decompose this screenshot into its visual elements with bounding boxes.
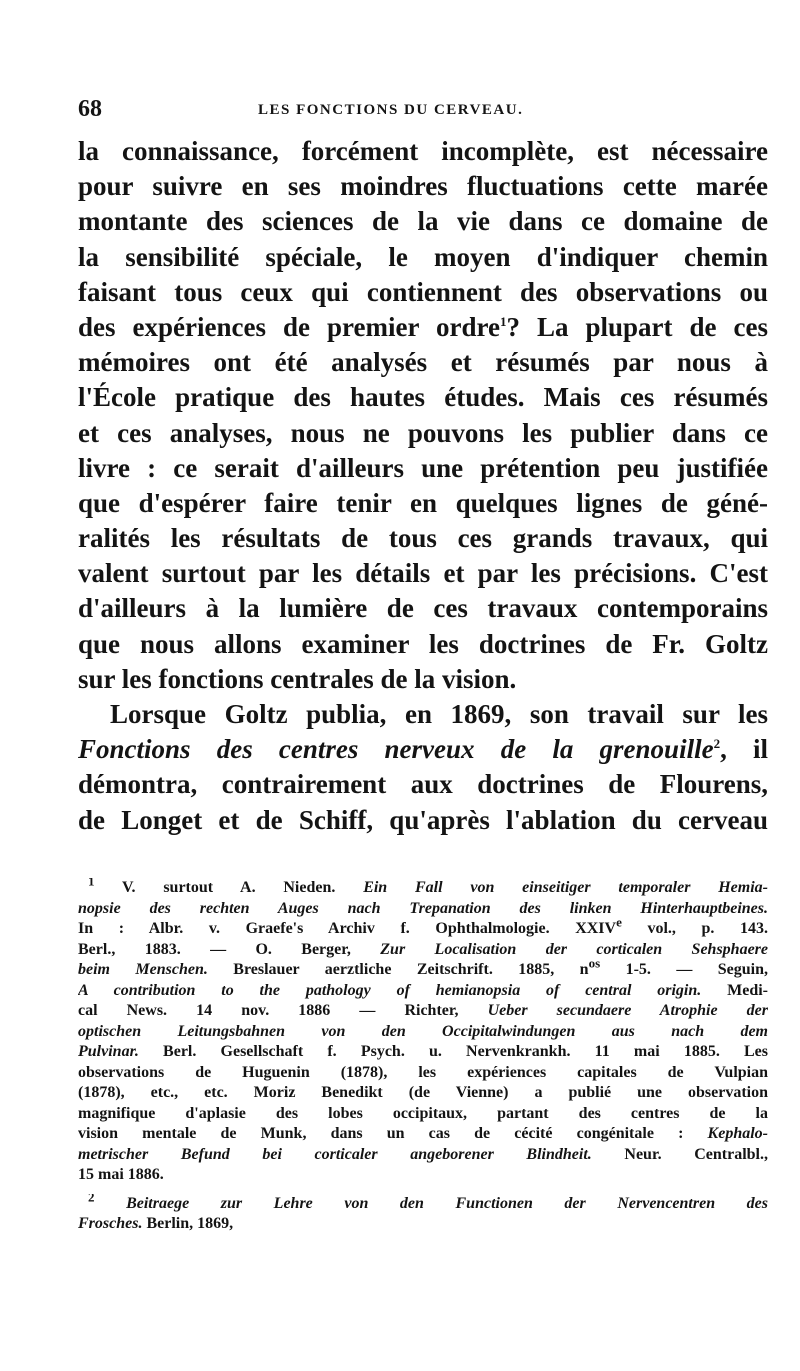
footnote-line bbox=[78, 1214, 768, 1235]
text-line bbox=[78, 310, 768, 345]
footnote-line: nopsie des rechten Auges nach Trepanation des linken Hinterhauptbeines. bbox=[78, 899, 768, 917]
text-segment: 1-5. — Seguin, bbox=[600, 961, 768, 978]
footnote-marker-2: 2 bbox=[88, 1193, 95, 1205]
footnote-line bbox=[78, 878, 768, 899]
footnote-line bbox=[78, 919, 768, 940]
page-number: 68 bbox=[78, 96, 102, 122]
italic-title: Pulvinar. bbox=[78, 1043, 139, 1060]
text-line: ralités les résultats de tous ces grands travaux, qui bbox=[78, 523, 768, 554]
text-segment: Berl. Gesellschaft f. Psych. u. Nervenkrankh. 11 mai 1885. Les bbox=[138, 1043, 768, 1060]
footnote-ref-2: 2 bbox=[713, 736, 721, 752]
text-segment: des expériences de premier ordre bbox=[78, 311, 500, 342]
text-segment: Neur. Centralbl., bbox=[591, 1145, 768, 1163]
text-line: pour suivre en ses moindres fluctuations cette marée bbox=[78, 171, 768, 202]
footnote-line bbox=[78, 1124, 768, 1145]
text-segment: Berlin, 1869, bbox=[142, 1215, 234, 1232]
footnote-marker-1: 1 bbox=[88, 878, 95, 889]
footnote-line: 15 mai 1886. bbox=[78, 1166, 164, 1183]
footnote-line bbox=[78, 1194, 768, 1215]
italic-title: metrischer Befund bei corticaler angeborener Blindheit. bbox=[78, 1145, 592, 1163]
italic-title: Beitraege zur Lehre von den Functionen der Nervencentren des bbox=[126, 1194, 768, 1212]
main-text bbox=[78, 134, 768, 838]
footnote-line bbox=[78, 1001, 768, 1022]
text-segment: , il bbox=[720, 734, 768, 765]
italic-title: Zur Localisation der corticalen Sehsphaere bbox=[380, 940, 768, 958]
text-line: que d'espérer faire tenir en quelques lignes de géné- bbox=[78, 487, 768, 518]
footnote-line: magnifique d'aplasie des lobes occipitaux, partant des centres de la bbox=[78, 1104, 768, 1122]
text-segment bbox=[95, 1195, 127, 1212]
footnote-line: optischen Leitungsbahnen von den Occipitalwindungen aus nach dem bbox=[78, 1022, 768, 1040]
italic-title: A contribution to the pathology of hemianopsia of central origin. bbox=[78, 981, 702, 999]
text-segment: vision mentale de Munk, dans un cas de cécité congénitale : bbox=[78, 1125, 708, 1142]
text-line: de Longet et de Schiff, qu'après l'ablation du cerveau bbox=[78, 804, 768, 835]
footnote-line bbox=[78, 940, 768, 961]
superscript: os bbox=[588, 960, 601, 971]
text-line: montante des sciences de la vie dans ce domaine de bbox=[78, 206, 768, 237]
text-line: la connaissance, forcément incomplète, est nécessaire bbox=[78, 136, 768, 166]
footnote-line bbox=[78, 981, 768, 1002]
footnote-line bbox=[78, 1042, 768, 1063]
text-line: valent surtout par les détails et par les précisions. C'est bbox=[78, 558, 768, 589]
text-segment: V. surtout A. Nieden. bbox=[94, 879, 364, 896]
text-line: démontra, contrairement aux doctrines de Flourens, bbox=[78, 769, 768, 800]
text-segment: Medi- bbox=[701, 981, 768, 999]
text-line: faisant tous ceux qui contiennent des observations ou bbox=[78, 276, 768, 307]
text-segment: Breslauer aerztliche Zeitschrift. 1885, n bbox=[207, 961, 589, 978]
footnotes bbox=[78, 878, 768, 1235]
text-line: d'ailleurs à la lumière de ces travaux contemporains bbox=[78, 593, 768, 624]
italic-title: Fonctions des centres nerveux de la grenouille bbox=[78, 734, 714, 765]
italic-title: Kephalo- bbox=[707, 1125, 768, 1142]
text-segment: cal News. 14 nov. 1886 — Richter, bbox=[78, 1002, 488, 1019]
text-line: la sensibilité spéciale, le moyen d'indiquer chemin bbox=[78, 241, 768, 272]
text-line: l'École pratique des hautes études. Mais ces résumés bbox=[78, 382, 768, 413]
footnote-line bbox=[78, 1145, 768, 1166]
text-line bbox=[78, 732, 768, 767]
text-line: mémoires ont été analysés et résumés par nous à bbox=[78, 347, 768, 378]
running-header bbox=[78, 96, 768, 126]
italic-title: beim Menschen. bbox=[78, 961, 208, 978]
footnote-ref-1: 1 bbox=[499, 313, 507, 329]
footnote-line: observations de Huguenin (1878), les expériences capitales de Vulpian bbox=[78, 1063, 768, 1081]
text-line: et ces analyses, nous ne pouvons les publier dans ce bbox=[78, 417, 768, 448]
italic-title: Ein Fall von einseitiger temporaler Hemia- bbox=[363, 879, 768, 896]
text-segment: vol., p. 143. bbox=[621, 920, 768, 937]
text-segment: In : Albr. v. Graefe's Archiv f. Ophthalmologie. XXIV bbox=[78, 920, 617, 937]
text-segment: Berl., 1883. — O. Berger, bbox=[78, 940, 381, 958]
text-line: livre : ce serait d'ailleurs une prétention peu justifiée bbox=[78, 452, 768, 483]
footnote-line bbox=[78, 960, 768, 981]
text-line: Lorsque Goltz publia, en 1869, son travail sur les bbox=[110, 699, 768, 729]
footnote-separator-space bbox=[78, 1186, 768, 1194]
text-segment: ? La plupart de ces bbox=[506, 311, 768, 342]
running-title: LES FONCTIONS DU CERVEAU. bbox=[258, 102, 524, 118]
superscript: e bbox=[616, 919, 622, 930]
italic-title: Ueber secundaere Atrophie der bbox=[487, 1002, 768, 1019]
footnote-line: (1878), etc., etc. Moriz Benedikt (de Vienne) a publié une observation bbox=[78, 1084, 768, 1101]
text-line: que nous allons examiner les doctrines de Fr. Goltz bbox=[78, 628, 768, 659]
text-line: sur les fonctions centrales de la vision. bbox=[78, 663, 517, 694]
italic-title: Frosches. bbox=[78, 1215, 143, 1232]
